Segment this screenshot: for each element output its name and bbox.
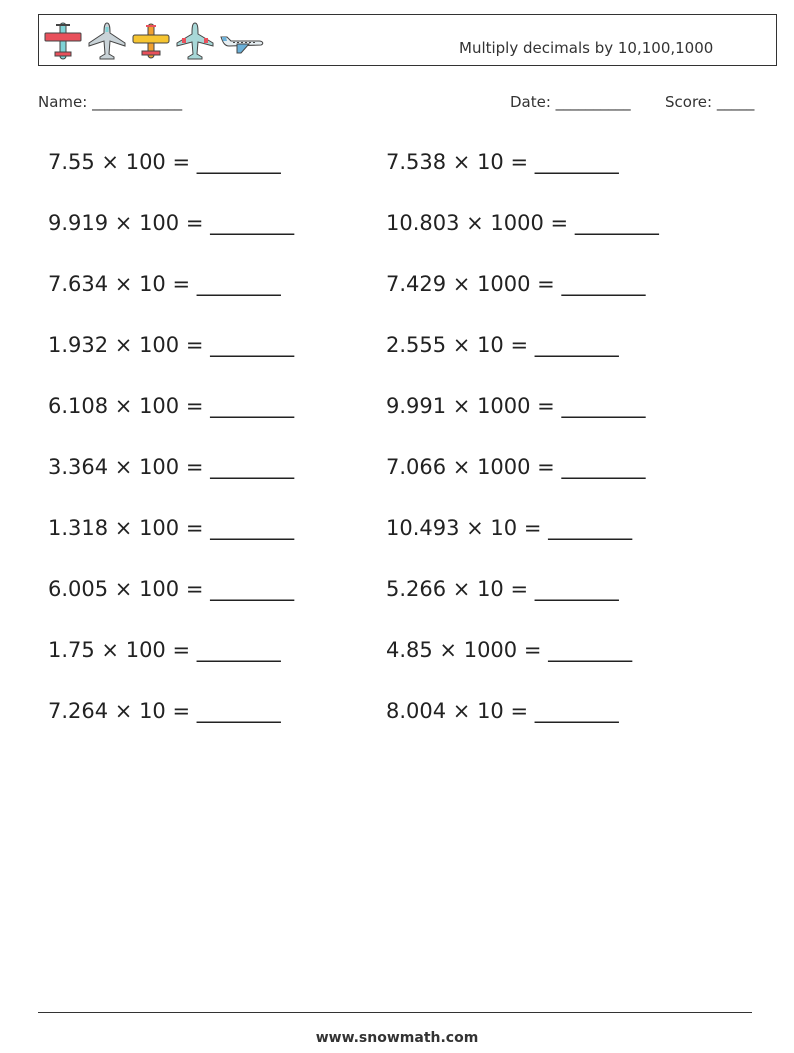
footer-url[interactable]: www.snowmath.com bbox=[315, 1030, 479, 1046]
problem-right-9: 4.85 × 1000 = ________ bbox=[386, 638, 633, 662]
problem-right-6: 7.066 × 1000 = ________ bbox=[386, 455, 646, 479]
worksheet-title: Multiply decimals by 10,100,1000 bbox=[459, 39, 714, 57]
airplane-icon-row bbox=[43, 21, 265, 61]
problem-left-1: 7.55 × 100 = ________ bbox=[48, 150, 281, 174]
footer-divider bbox=[38, 1012, 752, 1013]
yellow-plane-icon bbox=[131, 21, 171, 61]
problem-right-4: 2.555 × 10 = ________ bbox=[386, 333, 619, 357]
problem-left-6: 3.364 × 100 = ________ bbox=[48, 455, 295, 479]
teal-plane-icon bbox=[175, 21, 215, 61]
problem-left-3: 7.634 × 10 = ________ bbox=[48, 272, 281, 296]
problem-right-10: 8.004 × 10 = ________ bbox=[386, 699, 619, 723]
problem-left-2: 9.919 × 100 = ________ bbox=[48, 211, 295, 235]
problem-left-4: 1.932 × 100 = ________ bbox=[48, 333, 295, 357]
jet-plane-icon bbox=[219, 21, 265, 61]
worksheet-header bbox=[38, 14, 777, 66]
problem-right-7: 10.493 × 10 = ________ bbox=[386, 516, 633, 540]
problem-left-8: 6.005 × 100 = ________ bbox=[48, 577, 295, 601]
problem-right-1: 7.538 × 10 = ________ bbox=[386, 150, 619, 174]
score-field: Score: _____ bbox=[665, 93, 755, 111]
problem-left-7: 1.318 × 100 = ________ bbox=[48, 516, 295, 540]
date-field: Date: __________ bbox=[510, 93, 631, 111]
silver-plane-icon bbox=[87, 21, 127, 61]
problem-left-10: 7.264 × 10 = ________ bbox=[48, 699, 281, 723]
problem-left-5: 6.108 × 100 = ________ bbox=[48, 394, 295, 418]
problem-left-9: 1.75 × 100 = ________ bbox=[48, 638, 281, 662]
problem-right-2: 10.803 × 1000 = ________ bbox=[386, 211, 659, 235]
problem-right-5: 9.991 × 1000 = ________ bbox=[386, 394, 646, 418]
red-plane-icon bbox=[43, 21, 83, 61]
problem-right-8: 5.266 × 10 = ________ bbox=[386, 577, 619, 601]
name-field: Name: ____________ bbox=[38, 93, 183, 111]
problem-right-3: 7.429 × 1000 = ________ bbox=[386, 272, 646, 296]
